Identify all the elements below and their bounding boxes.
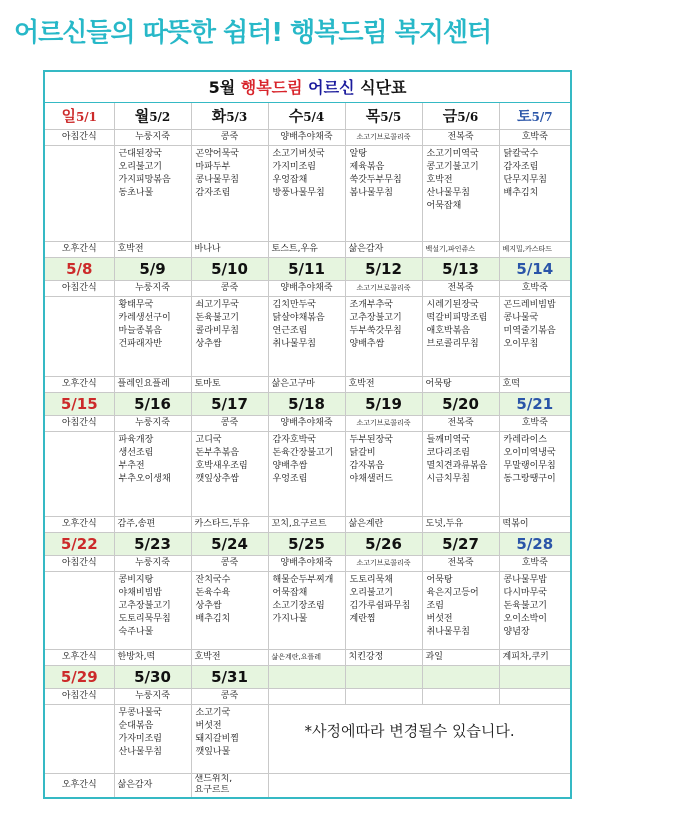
menu-item: 계란찜 bbox=[349, 614, 376, 624]
page-title: 어르신들의 따뜻한 쉼터! 행복드림 복지센터 bbox=[14, 18, 492, 48]
menu-item: 도토리묵무침 bbox=[118, 614, 171, 624]
date-cell: 5/21 bbox=[499, 393, 571, 416]
table-title-rest: 식단표 bbox=[360, 77, 407, 97]
morning-snack-row bbox=[44, 416, 571, 432]
day-header-mon: 월5/2 bbox=[114, 103, 191, 130]
lunch-cell bbox=[191, 297, 268, 377]
menu-item: 우엉조림 bbox=[272, 474, 308, 484]
lunch-cell bbox=[191, 432, 268, 517]
date-cell: 5/8 bbox=[44, 258, 114, 281]
morning-label: 아침간식 bbox=[44, 281, 114, 297]
day-header-thu: 목5/5 bbox=[345, 103, 422, 130]
menu-item: 우엉잡채 bbox=[272, 175, 308, 185]
date-cell: 5/11 bbox=[268, 258, 345, 281]
date-cell: 5/18 bbox=[268, 393, 345, 416]
menu-item: 순대볶음 bbox=[118, 721, 154, 731]
snack-cell: 호박전 bbox=[114, 242, 191, 258]
snack-cell: 토스트,우유 bbox=[268, 242, 345, 258]
snack-cell: 플레인요플레 bbox=[114, 377, 191, 393]
menu-item: 도토리묵채 bbox=[349, 575, 393, 585]
date-cell: 5/13 bbox=[422, 258, 499, 281]
menu-item: 양배추쌈 bbox=[272, 461, 308, 471]
menu-item: 시금치무침 bbox=[426, 474, 470, 484]
afternoon-snack-row bbox=[44, 774, 571, 798]
menu-item: 카레생선구이 bbox=[118, 313, 171, 323]
menu-item: 들깨미역국 bbox=[426, 435, 470, 445]
lunch-row bbox=[44, 705, 571, 774]
menu-item: 버섯전 bbox=[426, 614, 453, 624]
menu-item: 곤약어묵국 bbox=[195, 149, 239, 159]
menu-item: 어묵탕 bbox=[426, 575, 453, 585]
morning-snack-row bbox=[44, 689, 571, 705]
date-cell: 5/27 bbox=[422, 533, 499, 556]
label-blank bbox=[44, 705, 114, 774]
menu-item: 오이소박이 bbox=[503, 614, 547, 624]
day-header-sat: 토5/7 bbox=[499, 103, 571, 130]
snack-cell: 꼬치,요구르트 bbox=[268, 517, 345, 533]
lunch-cell bbox=[191, 705, 268, 774]
menu-item: 닭살야채볶음 bbox=[272, 313, 325, 323]
menu-item: 오리불고기 bbox=[118, 162, 162, 172]
snack-cell-empty bbox=[268, 774, 571, 798]
menu-item: 돈부추볶음 bbox=[195, 448, 239, 458]
menu-item: 콩나물무침 bbox=[195, 175, 239, 185]
menu-item: 파육개장 bbox=[118, 435, 154, 445]
morning-label: 아침간식 bbox=[44, 416, 114, 432]
lunch-cell bbox=[499, 146, 571, 242]
date-cell-empty bbox=[422, 666, 499, 689]
menu-item: 제육볶음 bbox=[349, 162, 385, 172]
menu-item: 돼지갈비찜 bbox=[195, 734, 239, 744]
afternoon-label: 오후간식 bbox=[44, 774, 114, 798]
snack-cell: 떡볶이 bbox=[499, 517, 571, 533]
date-cell: 5/26 bbox=[345, 533, 422, 556]
menu-item: 배추김치 bbox=[503, 188, 539, 198]
snack-item: 샌드위치, bbox=[194, 774, 233, 785]
menu-item: 소고기버섯국 bbox=[272, 149, 325, 159]
snack-cell: 도넛,두유 bbox=[422, 517, 499, 533]
porridge-cell: 누룽지죽 bbox=[114, 130, 191, 146]
afternoon-label: 오후간식 bbox=[44, 377, 114, 393]
menu-item: 닭칼국수 bbox=[503, 149, 539, 159]
lunch-cell bbox=[268, 572, 345, 650]
lunch-cell bbox=[268, 297, 345, 377]
menu-item: 감자볶음 bbox=[349, 461, 385, 471]
menu-item: 감자조림 bbox=[195, 188, 231, 198]
afternoon-label: 오후간식 bbox=[44, 517, 114, 533]
snack-cell: 한방차,떡 bbox=[114, 650, 191, 666]
lunch-cell bbox=[422, 432, 499, 517]
menu-item: 멸치견과류볶음 bbox=[426, 461, 488, 471]
date-row bbox=[44, 666, 571, 689]
lunch-cell bbox=[191, 572, 268, 650]
lunch-cell bbox=[499, 572, 571, 650]
lunch-row bbox=[44, 146, 571, 242]
date-cell: 5/20 bbox=[422, 393, 499, 416]
lunch-row bbox=[44, 572, 571, 650]
menu-item: 마파두부 bbox=[195, 162, 231, 172]
snack-cell bbox=[191, 774, 268, 798]
menu-item: 숙주나물 bbox=[118, 627, 154, 637]
date-cell: 5/9 bbox=[114, 258, 191, 281]
afternoon-label: 오후간식 bbox=[44, 650, 114, 666]
date-cell: 5/10 bbox=[191, 258, 268, 281]
snack-cell: 호떡 bbox=[499, 377, 571, 393]
menu-item: 산나물무침 bbox=[426, 188, 470, 198]
day-header-sun: 일5/1 bbox=[44, 103, 114, 130]
porridge-cell: 콩죽 bbox=[191, 281, 268, 297]
lunch-cell bbox=[422, 572, 499, 650]
menu-item: 마늘종볶음 bbox=[118, 326, 162, 336]
menu-item: 두부된장국 bbox=[349, 435, 393, 445]
porridge-cell: 호박죽 bbox=[499, 556, 571, 572]
porridge-cell: 누룽지죽 bbox=[114, 556, 191, 572]
snack-item: 요구르트 bbox=[194, 785, 230, 796]
table-title-month: 5월 bbox=[208, 77, 236, 97]
date-cell: 5/25 bbox=[268, 533, 345, 556]
snack-cell: 토마토 bbox=[191, 377, 268, 393]
meal-menu-table bbox=[43, 70, 572, 799]
menu-item: 건파래자반 bbox=[118, 339, 162, 349]
snack-cell: 감주,송편 bbox=[114, 517, 191, 533]
porridge-cell: 소고기브로콜리죽 bbox=[345, 416, 422, 432]
menu-item: 양배추쌈 bbox=[349, 339, 385, 349]
menu-item: 무콩나물국 bbox=[118, 708, 162, 718]
porridge-cell: 누룽지죽 bbox=[114, 281, 191, 297]
porridge-cell: 누룽지죽 bbox=[114, 689, 191, 705]
snack-cell: 삶은감자 bbox=[345, 242, 422, 258]
afternoon-snack-row bbox=[44, 377, 571, 393]
day-header-wed: 수5/4 bbox=[268, 103, 345, 130]
menu-item: 호박전 bbox=[426, 175, 453, 185]
menu-item: 알탕 bbox=[349, 149, 367, 159]
snack-cell: 카스타드,두유 bbox=[191, 517, 268, 533]
menu-item: 돈육불고기 bbox=[195, 313, 239, 323]
lunch-cell bbox=[499, 432, 571, 517]
date-cell: 5/16 bbox=[114, 393, 191, 416]
menu-item: 고추장불고기 bbox=[349, 313, 402, 323]
menu-item: 황태무국 bbox=[118, 300, 154, 310]
lunch-row bbox=[44, 297, 571, 377]
porridge-cell: 콩죽 bbox=[191, 416, 268, 432]
date-row bbox=[44, 393, 571, 416]
menu-item: 고디국 bbox=[195, 435, 222, 445]
porridge-cell: 콩죽 bbox=[191, 689, 268, 705]
porridge-cell-empty bbox=[345, 689, 422, 705]
morning-label: 아침간식 bbox=[44, 556, 114, 572]
lunch-cell bbox=[345, 572, 422, 650]
menu-item: 상추쌈 bbox=[195, 601, 222, 611]
lunch-cell bbox=[422, 297, 499, 377]
menu-item: 돈육간장불고기 bbox=[272, 448, 334, 458]
morning-label: 아침간식 bbox=[44, 689, 114, 705]
porridge-cell: 양배추야채죽 bbox=[268, 281, 345, 297]
lunch-cell bbox=[268, 432, 345, 517]
label-blank bbox=[44, 146, 114, 242]
menu-item: 연근조림 bbox=[272, 326, 308, 336]
menu-item: 취나물무침 bbox=[272, 339, 316, 349]
porridge-cell: 콩죽 bbox=[191, 556, 268, 572]
menu-item: 배추김치 bbox=[195, 614, 231, 624]
menu-item: 가지피망볶음 bbox=[118, 175, 171, 185]
lunch-cell bbox=[114, 146, 191, 242]
date-cell: 5/15 bbox=[44, 393, 114, 416]
lunch-cell bbox=[114, 297, 191, 377]
date-row bbox=[44, 533, 571, 556]
menu-item: 단무지무침 bbox=[503, 175, 547, 185]
porridge-cell: 전복죽 bbox=[422, 556, 499, 572]
menu-item: 호박새우조림 bbox=[195, 461, 248, 471]
menu-item: 소고기장조림 bbox=[272, 601, 325, 611]
menu-item: 동초나물 bbox=[118, 188, 154, 198]
lunch-cell bbox=[345, 146, 422, 242]
day-header-tue: 화5/3 bbox=[191, 103, 268, 130]
menu-item: 콩나물무밥 bbox=[503, 575, 547, 585]
menu-item: 닭갈비 bbox=[349, 448, 376, 458]
date-cell: 5/30 bbox=[114, 666, 191, 689]
table-title-subject: 어르신 bbox=[308, 77, 355, 97]
snack-cell: 계피차,쿠키 bbox=[499, 650, 571, 666]
snack-cell: 삶은계란,요플레 bbox=[268, 650, 345, 666]
porridge-cell: 양배추야채죽 bbox=[268, 416, 345, 432]
lunch-cell bbox=[114, 432, 191, 517]
lunch-cell bbox=[114, 572, 191, 650]
menu-item: 잔치국수 bbox=[195, 575, 231, 585]
menu-item: 콩나물국 bbox=[503, 313, 539, 323]
porridge-cell: 양배추야채죽 bbox=[268, 130, 345, 146]
menu-item: 오이무침 bbox=[503, 339, 539, 349]
menu-item: 다시마무국 bbox=[503, 588, 547, 598]
notice-cell bbox=[268, 705, 571, 774]
lunch-cell bbox=[499, 297, 571, 377]
afternoon-snack-row bbox=[44, 517, 571, 533]
snack-cell: 삶은고구마 bbox=[268, 377, 345, 393]
date-cell: 5/23 bbox=[114, 533, 191, 556]
menu-item: 야채샐러드 bbox=[349, 474, 393, 484]
snack-cell: 호박전 bbox=[191, 650, 268, 666]
menu-item: 감자조림 bbox=[503, 162, 539, 172]
snack-cell: 백설기,파인쥬스 bbox=[422, 242, 499, 258]
snack-cell: 바나나 bbox=[191, 242, 268, 258]
label-blank bbox=[44, 297, 114, 377]
afternoon-label: 오후간식 bbox=[44, 242, 114, 258]
menu-item: 봄나물무침 bbox=[349, 188, 393, 198]
menu-item: 김가루쉼파무침 bbox=[349, 601, 411, 611]
menu-item: 돈육수육 bbox=[195, 588, 231, 598]
porridge-cell: 소고기브로콜리죽 bbox=[345, 130, 422, 146]
menu-item: 취나물무침 bbox=[426, 627, 470, 637]
snack-cell: 치킨강정 bbox=[345, 650, 422, 666]
menu-item: 미역줄기볶음 bbox=[503, 326, 556, 336]
menu-item: 동그랑땡구이 bbox=[503, 474, 556, 484]
table-title bbox=[44, 71, 571, 103]
snack-cell: 삶은계란 bbox=[345, 517, 422, 533]
porridge-cell: 콩죽 bbox=[191, 130, 268, 146]
menu-item: 산나물무침 bbox=[118, 747, 162, 757]
date-cell: 5/24 bbox=[191, 533, 268, 556]
lunch-cell bbox=[345, 297, 422, 377]
date-cell: 5/28 bbox=[499, 533, 571, 556]
porridge-cell-empty bbox=[422, 689, 499, 705]
morning-snack-row bbox=[44, 281, 571, 297]
table-title-brand: 행복드림 bbox=[240, 77, 303, 97]
menu-item: 부추전 bbox=[118, 461, 145, 471]
date-cell: 5/14 bbox=[499, 258, 571, 281]
date-cell-empty bbox=[499, 666, 571, 689]
menu-item: 돈육불고기 bbox=[503, 601, 547, 611]
date-cell-empty bbox=[268, 666, 345, 689]
morning-snack-row bbox=[44, 130, 571, 146]
menu-item: 생선조림 bbox=[118, 448, 154, 458]
date-cell: 5/29 bbox=[44, 666, 114, 689]
menu-item: 오이미역냉국 bbox=[503, 448, 556, 458]
porridge-cell: 호박죽 bbox=[499, 281, 571, 297]
porridge-cell: 양배추야채죽 bbox=[268, 556, 345, 572]
menu-item: 곤드레비빔밥 bbox=[503, 300, 556, 310]
menu-item: 콩고기불고기 bbox=[426, 162, 479, 172]
menu-item: 버섯전 bbox=[195, 721, 222, 731]
day-header-row bbox=[44, 103, 571, 130]
date-cell: 5/19 bbox=[345, 393, 422, 416]
menu-item: 애호박볶음 bbox=[426, 326, 470, 336]
snack-cell: 호박전 bbox=[345, 377, 422, 393]
snack-cell: 과일 bbox=[422, 650, 499, 666]
day-header-fri: 금5/6 bbox=[422, 103, 499, 130]
snack-cell: 어묵탕 bbox=[422, 377, 499, 393]
menu-item: 양념장 bbox=[503, 627, 530, 637]
date-cell: 5/17 bbox=[191, 393, 268, 416]
lunch-cell bbox=[422, 146, 499, 242]
porridge-cell: 전복죽 bbox=[422, 416, 499, 432]
porridge-cell: 누룽지죽 bbox=[114, 416, 191, 432]
menu-item: 소고기국 bbox=[195, 708, 231, 718]
lunch-cell bbox=[191, 146, 268, 242]
afternoon-snack-row bbox=[44, 650, 571, 666]
morning-label: 아침간식 bbox=[44, 130, 114, 146]
date-row bbox=[44, 258, 571, 281]
menu-item: 야채비빔밥 bbox=[118, 588, 162, 598]
date-cell: 5/31 bbox=[191, 666, 268, 689]
menu-item: 브로콜리무침 bbox=[426, 339, 479, 349]
porridge-cell: 호박죽 bbox=[499, 416, 571, 432]
porridge-cell-empty bbox=[499, 689, 571, 705]
menu-item: 카레라이스 bbox=[503, 435, 547, 445]
label-blank bbox=[44, 572, 114, 650]
menu-item: 떡갈비피망조림 bbox=[426, 313, 488, 323]
menu-item: 방풍나물무침 bbox=[272, 188, 325, 198]
menu-item: 코다리조림 bbox=[426, 448, 470, 458]
porridge-cell: 전복죽 bbox=[422, 130, 499, 146]
menu-item: 깻잎나물 bbox=[195, 747, 231, 757]
label-blank bbox=[44, 432, 114, 517]
menu-item: 어묵잡채 bbox=[426, 201, 462, 211]
menu-item: 근대된장국 bbox=[118, 149, 162, 159]
menu-item: 조개부추국 bbox=[349, 300, 393, 310]
date-cell: 5/12 bbox=[345, 258, 422, 281]
afternoon-snack-row bbox=[44, 242, 571, 258]
menu-item: 소고기미역국 bbox=[426, 149, 479, 159]
menu-item: 상추쌈 bbox=[195, 339, 222, 349]
menu-item: 가지미조림 bbox=[272, 162, 316, 172]
snack-cell: 베지밀,카스타드 bbox=[499, 242, 571, 258]
date-cell: 5/22 bbox=[44, 533, 114, 556]
menu-item: 가자미조림 bbox=[118, 734, 162, 744]
menu-item: 부추오이생채 bbox=[118, 474, 171, 484]
menu-item: 쇠고기무국 bbox=[195, 300, 239, 310]
porridge-cell: 호박죽 bbox=[499, 130, 571, 146]
menu-item: 조림 bbox=[426, 601, 444, 611]
porridge-cell: 소고기브로콜리죽 bbox=[345, 556, 422, 572]
porridge-cell: 전복죽 bbox=[422, 281, 499, 297]
menu-item: 가지나물 bbox=[272, 614, 308, 624]
lunch-cell bbox=[345, 432, 422, 517]
menu-item: 고추장불고기 bbox=[118, 601, 171, 611]
lunch-row bbox=[44, 432, 571, 517]
menu-item: 감자호박국 bbox=[272, 435, 316, 445]
menu-item: 두부쑥갓무침 bbox=[349, 326, 402, 336]
menu-item: 쑥갓두부무침 bbox=[349, 175, 402, 185]
snack-cell: 삶은감자 bbox=[114, 774, 191, 798]
porridge-cell: 소고기브로콜리죽 bbox=[345, 281, 422, 297]
date-cell-empty bbox=[345, 666, 422, 689]
menu-item: 시레기된장국 bbox=[426, 300, 479, 310]
menu-item: 콩비지탕 bbox=[118, 575, 154, 585]
menu-item: 김치만두국 bbox=[272, 300, 316, 310]
menu-item: 어묵잡채 bbox=[272, 588, 308, 598]
menu-item: 육은지고등어 bbox=[426, 588, 479, 598]
lunch-cell bbox=[268, 146, 345, 242]
morning-snack-row bbox=[44, 556, 571, 572]
lunch-cell bbox=[114, 705, 191, 774]
menu-item: 무말랭이무침 bbox=[503, 461, 556, 471]
change-notice: *사정에따라 변경될수 있습니다. bbox=[304, 722, 515, 740]
menu-item: 오리불고기 bbox=[349, 588, 393, 598]
menu-item: 콜라비무침 bbox=[195, 326, 239, 336]
porridge-cell-empty bbox=[268, 689, 345, 705]
menu-item: 해물순두부찌개 bbox=[272, 575, 334, 585]
menu-item: 깻잎상추쌈 bbox=[195, 474, 239, 484]
